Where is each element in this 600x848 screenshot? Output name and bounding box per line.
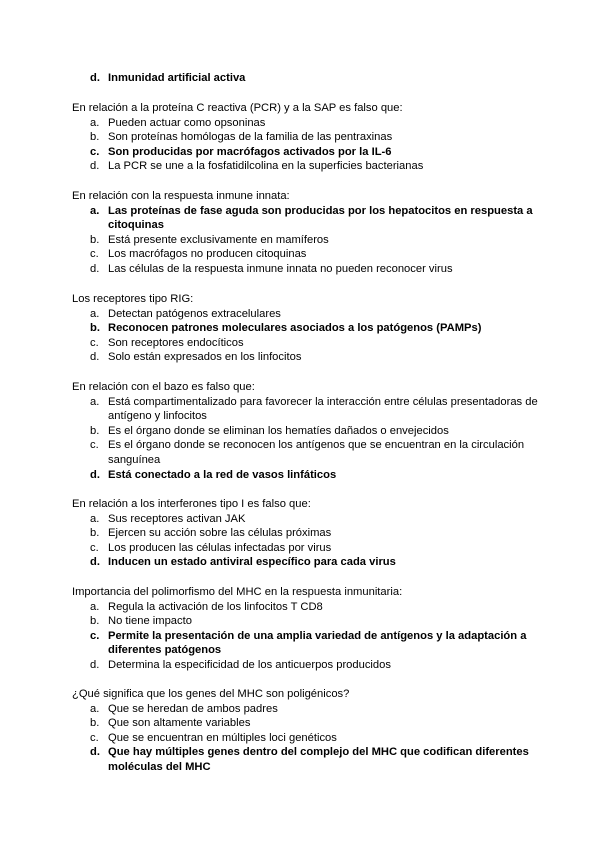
option-b (72, 526, 542, 541)
option-text: Que se encuentran en múltiples loci genéticos (108, 731, 337, 744)
option-a (72, 702, 542, 717)
option-c-correct (72, 145, 542, 160)
option-letter: b. (90, 717, 100, 730)
option-b (72, 716, 542, 731)
option-text: Regula la activación de los linfocitos T CD8 (108, 600, 323, 613)
question-stem: En relación con la respuesta inmune innata: (72, 190, 290, 202)
option-text: Las proteínas de fase aguda son producidas por los hepatocitos en respuesta a citoquinas (108, 204, 533, 232)
option-d (72, 658, 542, 673)
question-block (72, 687, 542, 775)
question-stem: Los receptores tipo RIG: (72, 293, 194, 305)
option-text: Que se heredan de ambos padres (108, 702, 278, 715)
option-d-correct (72, 71, 542, 86)
option-letter: c. (90, 439, 99, 452)
option-d-correct (72, 745, 542, 774)
option-a (72, 512, 542, 527)
option-letter: c. (90, 145, 100, 158)
option-text: Las células de la respuesta inmune innata no pueden reconocer virus (108, 262, 453, 275)
option-text: Reconocen patrones moleculares asociados a los patógenos (PAMPs) (108, 322, 482, 335)
option-letter: d. (90, 468, 100, 481)
option-b-correct (72, 321, 542, 336)
option-letter: b. (90, 424, 100, 437)
option-letter: d. (90, 72, 100, 84)
option-letter: b. (90, 233, 100, 246)
option-letter: d. (90, 160, 100, 173)
option-list (72, 307, 542, 365)
option-text: Que hay múltiples genes dentro del complejo del MHC que codifican diferentes moléculas del MHC (108, 746, 529, 773)
option-letter: a. (90, 600, 100, 613)
option-text: Es el órgano donde se reconocen los antígenos que se encuentran en la circulación sanguínea (108, 439, 525, 466)
option-text: Son producidas por macrófagos activados por la IL-6 (108, 145, 392, 158)
option-text: Determina la especificidad de los anticuerpos producidos (108, 658, 391, 671)
option-list (72, 702, 542, 775)
option-letter: c. (90, 541, 99, 554)
option-c (72, 541, 542, 556)
option-letter: a. (90, 307, 100, 320)
option-text: Pueden actuar como opsoninas (108, 116, 266, 129)
option-text: Sus receptores activan JAK (108, 512, 246, 525)
question-stem: En relación a la proteína C reactiva (PCR) y a la SAP es falso que: (72, 102, 403, 114)
option-letter: b. (90, 527, 100, 540)
question-stem: Importancia del polimorfismo del MHC en la respuesta inmunitaria: (72, 586, 403, 598)
option-letter: a. (90, 116, 100, 129)
option-a (72, 307, 542, 322)
option-text: Inmunidad artificial activa (108, 72, 246, 84)
option-a (72, 116, 542, 131)
option-letter: d. (90, 351, 100, 364)
option-list (72, 512, 542, 570)
question-block (72, 497, 542, 570)
option-a-correct (72, 204, 542, 233)
option-b (72, 130, 542, 145)
option-text: Inducen un estado antiviral específico para cada virus (108, 556, 396, 569)
option-list (72, 204, 542, 277)
option-c (72, 336, 542, 351)
question-block (72, 189, 542, 277)
option-c (72, 731, 542, 746)
option-letter: b. (90, 615, 100, 628)
option-letter: a. (90, 702, 100, 715)
option-text: Son receptores endocíticos (108, 336, 244, 349)
option-text: La PCR se une a la fosfatidilcolina en la superficies bacterianas (108, 160, 424, 173)
option-text: Que son altamente variables (108, 717, 251, 730)
option-letter: a. (90, 395, 100, 408)
option-letter: c. (90, 629, 100, 642)
option-a (72, 395, 542, 424)
option-letter: d. (90, 746, 100, 759)
option-text: Solo están expresados en los linfocitos (108, 351, 302, 364)
option-letter: d. (90, 262, 100, 275)
option-letter: c. (90, 336, 99, 349)
option-list (72, 116, 542, 174)
option-letter: a. (90, 204, 100, 217)
option-b (72, 233, 542, 248)
option-letter: d. (90, 658, 100, 671)
option-text: Detectan patógenos extracelulares (108, 307, 281, 320)
option-letter: c. (90, 731, 99, 744)
option-d (72, 262, 542, 277)
option-text: Permite la presentación de una amplia variedad de antígenos y la adaptación a diferentes patógenos (108, 629, 527, 657)
question-stem: En relación con el bazo es falso que: (72, 381, 255, 393)
option-d-correct (72, 555, 542, 570)
option-text: Los macrófagos no producen citoquinas (108, 248, 307, 261)
option-text: Ejercen su acción sobre las células próximas (108, 527, 332, 540)
option-text: Está conectado a la red de vasos linfáticos (108, 468, 337, 481)
question-stem: En relación a los interferones tipo I es falso que: (72, 498, 311, 510)
option-d (72, 350, 542, 365)
option-b (72, 614, 542, 629)
option-letter: a. (90, 512, 100, 525)
option-text: No tiene impacto (108, 615, 192, 628)
option-list (72, 600, 542, 673)
option-d-correct (72, 468, 542, 483)
option-d (72, 159, 542, 174)
option-list (72, 395, 542, 483)
question-block (72, 101, 542, 174)
option-b (72, 424, 542, 439)
option-letter: b. (90, 322, 100, 335)
question-block (72, 585, 542, 673)
question-block (72, 380, 542, 482)
question-stem: ¿Qué significa que los genes del MHC son poligénicos? (72, 688, 350, 700)
option-letter: d. (90, 556, 100, 569)
option-letter: b. (90, 131, 100, 144)
option-c (72, 438, 542, 467)
option-letter: c. (90, 248, 99, 261)
option-text: Está presente exclusivamente en mamíferos (108, 233, 329, 246)
option-text: Está compartimentalizado para favorecer la interacción entre células presentadoras de antígeno y linfocitos (108, 395, 538, 423)
option-text: Son proteínas homólogas de la familia de las pentraxinas (108, 131, 393, 144)
question-block (72, 292, 542, 365)
option-c (72, 247, 542, 262)
option-a (72, 600, 542, 615)
option-c-correct (72, 629, 542, 658)
option-text: Es el órgano donde se eliminan los hematíes dañados o envejecidos (108, 424, 449, 437)
option-text: Los producen las células infectadas por virus (108, 541, 332, 554)
